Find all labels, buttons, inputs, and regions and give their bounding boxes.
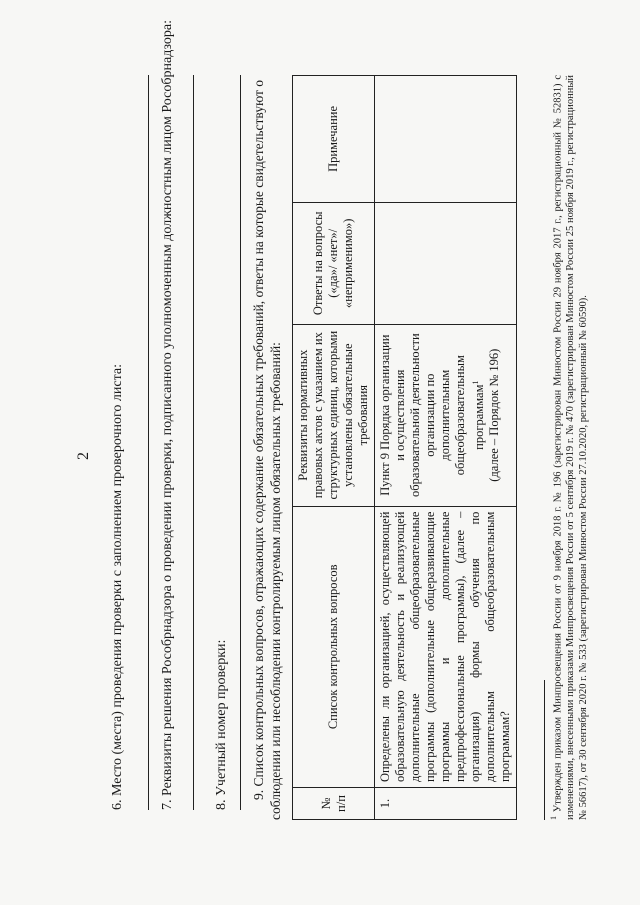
footnote-mark: 1 bbox=[549, 816, 558, 820]
row-answer bbox=[375, 202, 517, 324]
fill-line-place bbox=[148, 75, 149, 810]
header-questions: Список контрольных вопросов bbox=[293, 506, 375, 787]
footnote-divider bbox=[544, 680, 545, 820]
row-question: Определены ли организацией, осуществляющей образовательную деятельность и реализующей дополнительные общеобразовательные программы (дополнительные общеразвивающие программы и дополнительные предпрофессиональные программы), (далее – организация) формы обучения по дополнительным общеобразовательным программам? bbox=[375, 506, 517, 787]
fill-line-decision bbox=[193, 75, 194, 810]
section-9-intro: 9. Список контрольных вопросов, отражающих содержание обязательных требований, ответы на которые свидетельствуют о соблюдении или несоблюдении контролируемым лицом обязательных требований: bbox=[251, 80, 283, 820]
table-row bbox=[375, 76, 517, 820]
header-requisites: Реквизиты нормативных правовых актов с указанием их структурных единиц, которыми установлены обязательные требования bbox=[293, 324, 375, 506]
footnote-ref: 1 bbox=[471, 380, 480, 385]
table-header-row bbox=[293, 76, 375, 820]
header-num: № п/п bbox=[293, 788, 375, 820]
requisite-tail: (далее – Порядок № 196) bbox=[487, 348, 502, 482]
footnote-text: Утвержден приказом Минпросвещения России от 9 ноября 2018 г. № 196 (зарегистрирован Минюстом России 29 ноября 2017 г., регистрационный № 52831) с изменениями, внесенными приказами Минпросвещения России от 5 сентября 2019 г. № 470 (зарегистрирован Минюстом России 25 ноября 2019 г., регистрационный № 56617), от 30 сентября 2020 г. № 533 (зарегистрирован Минюстом России 27.10.2020, регистрационный № 60590). bbox=[552, 75, 589, 820]
row-num: 1. bbox=[375, 788, 517, 820]
fill-line-account bbox=[240, 75, 241, 810]
header-answers: Ответы на вопросы («да»/ «нет»/ «неприменимо») bbox=[293, 202, 375, 324]
row-note bbox=[375, 76, 517, 203]
account-number-label: 8. Учетный номер проверки: bbox=[214, 639, 229, 810]
row-requisite bbox=[375, 324, 517, 506]
header-note: Примечание bbox=[293, 76, 375, 203]
page-number: 2 bbox=[75, 452, 92, 460]
requisite-text: Пункт 9 Порядка организации и осуществления образовательной деятельности организации по дополнительным общеобразовательным программам bbox=[378, 333, 487, 498]
footnote bbox=[548, 75, 590, 820]
decision-requisites-label: 7. Реквизиты решения Рособрнадзора о проведении проверки, подписанного уполномоченным должностным лицом Рособрнадзора: bbox=[160, 19, 175, 810]
checklist-table bbox=[292, 75, 517, 820]
inspection-place-label: 6. Место (места) проведения проверки с заполнением проверочного листа: bbox=[110, 364, 125, 810]
